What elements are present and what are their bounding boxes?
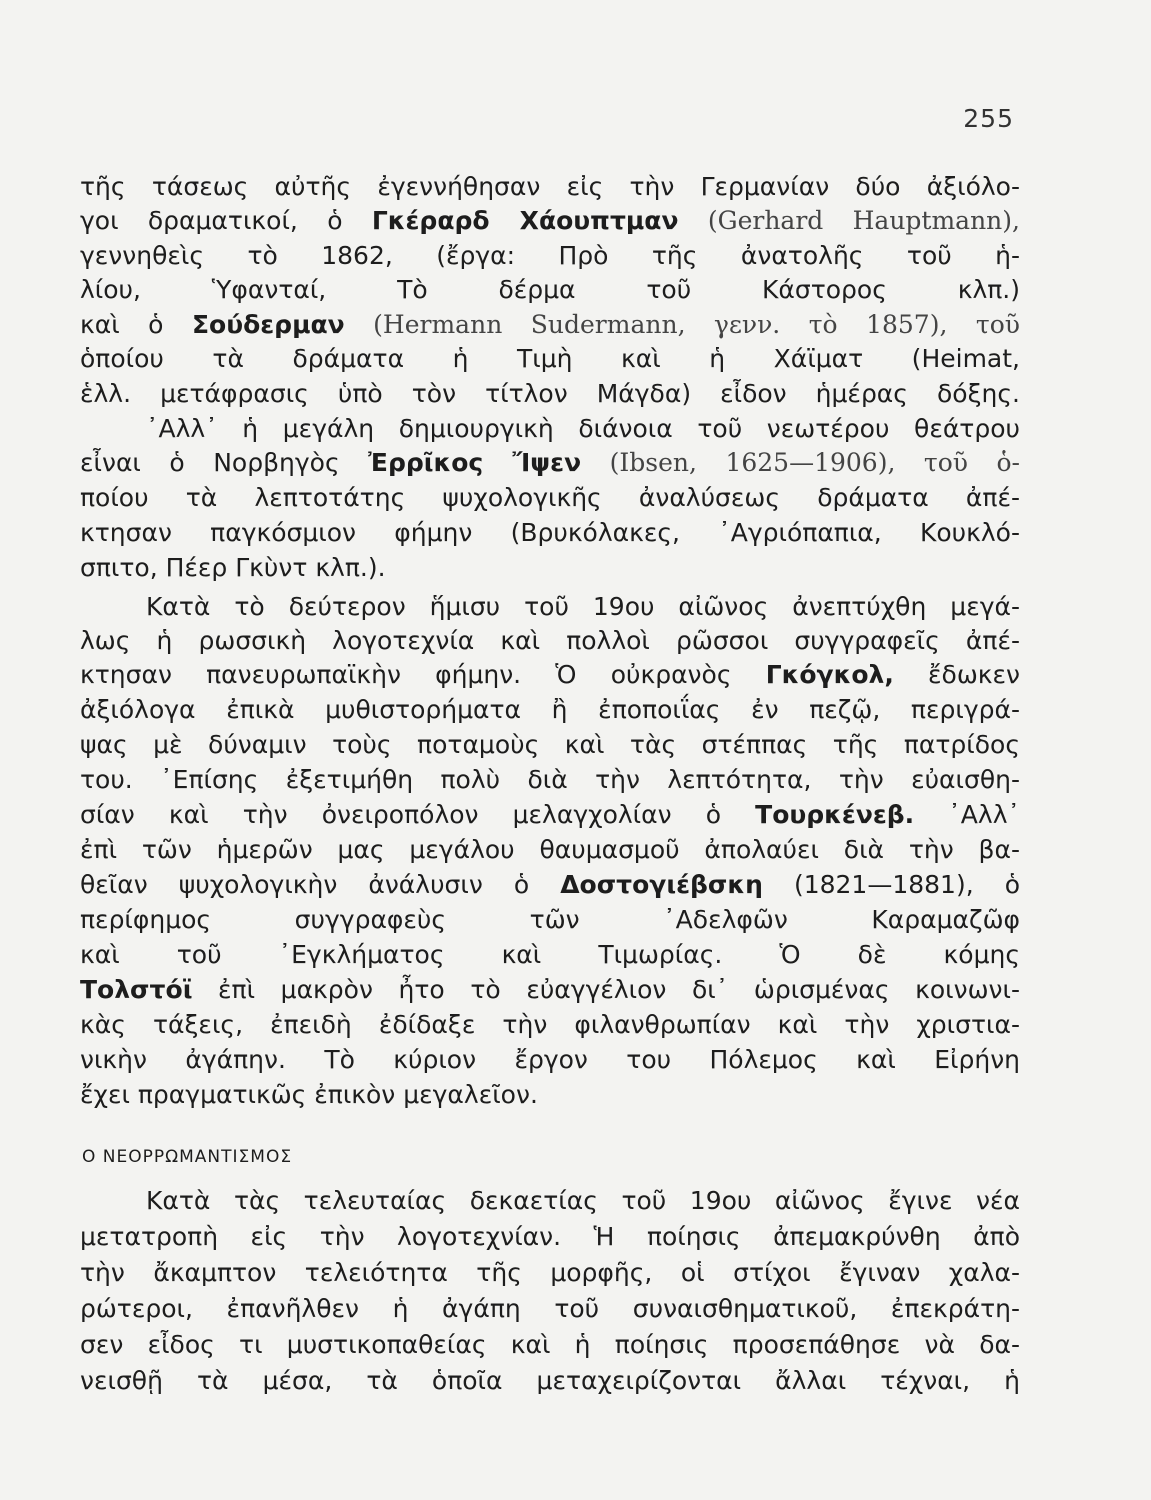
text-run: κτησαν πανευρωπαϊκὴν φήμην. Ὁ οὐκρανὸς [80,660,766,689]
author-name-turgenev: Τουρκένεβ. [755,800,915,829]
paragraph-1-line-3: γεννηθεὶς τὸ 1862, (ἔργα: Πρὸ τῆς ἀνατολῆς τοῦ ἡ- [80,241,1020,270]
paragraph-2-line-1: ᾿Αλλ᾿ ἡ μεγάλη δημιουργικὴ διάνοια τοῦ νεωτέρου θεάτρου [146,414,1020,443]
section-heading: Ο ΝΕΟΡΡΩΜΑΝΤΙΣΜΟΣ [82,1147,293,1167]
paragraph-1-line-7: ἑλλ. μετάφρασις ὑπὸ τὸν τίτλον Μάγδα) εἶδον ἡμέρας δόξης. [80,379,1020,408]
latin-name: (Gerhard Hauptmann), [678,206,1020,235]
paragraph-1-line-6: ὁποίου τὰ δράματα ἡ Τιμὴ καὶ ἡ Χάϊματ (Heimat, [80,344,1020,373]
latin-name: (Hermann Sudermann, γενν. τὸ 1857), τοῦ [344,310,1020,339]
text-run: ἔδωκεν [893,660,1020,689]
paragraph-1-line-2 [80,204,1020,238]
latin-name: (Ibsen, 1625—1906), τοῦ ὁ- [581,448,1020,477]
author-name-dostoevsky: Δοστογιέβσκη [560,870,763,899]
text-run: καὶ ὁ [80,310,192,339]
paragraph-1-line-4: λίου, Ὑφανταί, Τὸ δέρμα τοῦ Κάστορος κλπ.) [80,275,1020,304]
paragraph-4-line-6: νεισθῇ τὰ μέσα, τὰ ὁποῖα μεταχειρίζονται ἄλλαι τέχναι, ἡ [80,1366,1020,1395]
paragraph-3-line-4: ἀξιόλογα ἐπικὰ μυθιστορήματα ἢ ἐποποιΐας ἐν πεζῷ, περιγρά- [80,695,1020,724]
paragraph-3-line-7 [80,798,1020,832]
paragraph-3-line-12 [80,973,1020,1007]
text-run: σίαν καὶ τὴν ὀνειροπόλον μελαγχολίαν ὁ [80,800,756,829]
paragraph-3-line-13: κὰς τάξεις, ἐπειδὴ ἐδίδαξε τὴν φιλανθρωπίαν καὶ τὴν χριστια- [80,1010,1020,1039]
paragraph-4-line-4: ρώτεροι, ἐπανῆλθεν ἡ ἀγάπη τοῦ συναισθηματικοῦ, ἐπεκράτη- [80,1294,1020,1323]
paragraph-3-line-15: ἔχει πραγματικῶς ἐπικὸν μεγαλεῖον. [80,1080,538,1109]
paragraph-4-line-1: Κατὰ τὰς τελευταίας δεκαετίας τοῦ 19ου αἰῶνος ἔγινε νέα [146,1186,1020,1215]
paragraph-3-line-8: ἐπὶ τῶν ἡμερῶν μας μεγάλου θαυμασμοῦ ἀπολαύει διὰ τὴν βα- [80,835,1020,864]
paragraph-3-line-2: λως ἡ ρωσσικὴ λογοτεχνία καὶ πολλοὶ ρῶσσοι συγγραφεῖς ἀπέ- [80,626,1020,655]
author-name-ibsen: Ἐρρῖκος Ἴψεν [368,448,582,477]
paragraph-4-line-5: σεν εἶδος τι μυστικοπαθείας καὶ ἡ ποίησις προσεπάθησε νὰ δα- [80,1330,1020,1359]
text-run: γοι δραματικοί, ὁ [80,206,372,235]
text-run: ᾿Αλλ᾿ [914,800,1020,829]
paragraph-2-line-4: κτησαν παγκόσμιον φήμην (Βρυκόλακες, ᾿Αγριόπαπια, Κουκλό- [80,518,1020,547]
paragraph-3-line-1: Κατὰ τὸ δεύτερον ἥμισυ τοῦ 19ου αἰῶνος ἀνεπτύχθη μεγά- [146,592,1020,621]
paragraph-4-line-3: τὴν ἄκαμπτον τελειότητα τῆς μορφῆς, οἱ στίχοι ἔγιναν χαλα- [80,1258,1020,1287]
author-name-tolstoy: Τολστόϊ [80,975,193,1004]
paragraph-3-line-5: ψας μὲ δύναμιν τοὺς ποταμοὺς καὶ τὰς στέππας τῆς πατρίδος [80,730,1020,759]
paragraph-3-line-10: περίφημος συγγραφεὺς τῶν ᾿Αδελφῶν Καραμαζῶφ [80,905,1020,934]
paragraph-3-line-6: του. ᾿Επίσης ἐξετιμήθη πολὺ διὰ τὴν λεπτότητα, τὴν εὐαισθη- [80,765,1020,794]
paragraph-2-line-2 [80,446,1020,480]
text-run: (1821—1881), ὁ [762,870,1020,899]
paragraph-2-line-3: ποίου τὰ λεπτοτάτης ψυχολογικῆς ἀναλύσεως δράματα ἀπέ- [80,483,1020,512]
paragraph-3-line-9 [80,868,1020,902]
paragraph-3-line-3 [80,658,1020,692]
paragraph-2-line-5: σπιτο, Πέερ Γκὺντ κλπ.). [80,553,386,582]
page-number: 255 [963,104,1014,133]
author-name-sudermann: Σούδερμαν [191,310,345,339]
paragraph-1-line-1: τῆς τάσεως αὐτῆς ἐγεννήθησαν εἰς τὴν Γερμανίαν δύο ἀξιόλο- [80,172,1020,201]
text-run: ἐπὶ μακρὸν ἦτο τὸ εὐαγγέλιον δι᾿ ὡρισμένας κοινωνι- [192,975,1020,1004]
paragraph-3-line-14: νικὴν ἀγάπην. Τὸ κύριον ἔργον του Πόλεμος καὶ Εἰρήνη [80,1045,1020,1074]
paragraph-4-line-2: μετατροπὴ εἰς τὴν λογοτεχνίαν. Ἡ ποίησις ἀπεμακρύνθη ἀπὸ [80,1222,1020,1251]
author-name-gogol: Γκόγκολ, [765,660,894,689]
text-run: θεῖαν ψυχολογικὴν ἀνάλυσιν ὁ [80,870,561,899]
author-name-hauptmann: Γκέραρδ Χάουπτμαν [371,206,679,235]
paragraph-1-line-5 [80,308,1020,342]
text-run: εἶναι ὁ Νορβηγὸς [80,448,369,477]
paragraph-3-line-11: καὶ τοῦ ᾿Εγκλήματος καὶ Τιμωρίας. Ὁ δὲ κόμης [80,940,1020,969]
